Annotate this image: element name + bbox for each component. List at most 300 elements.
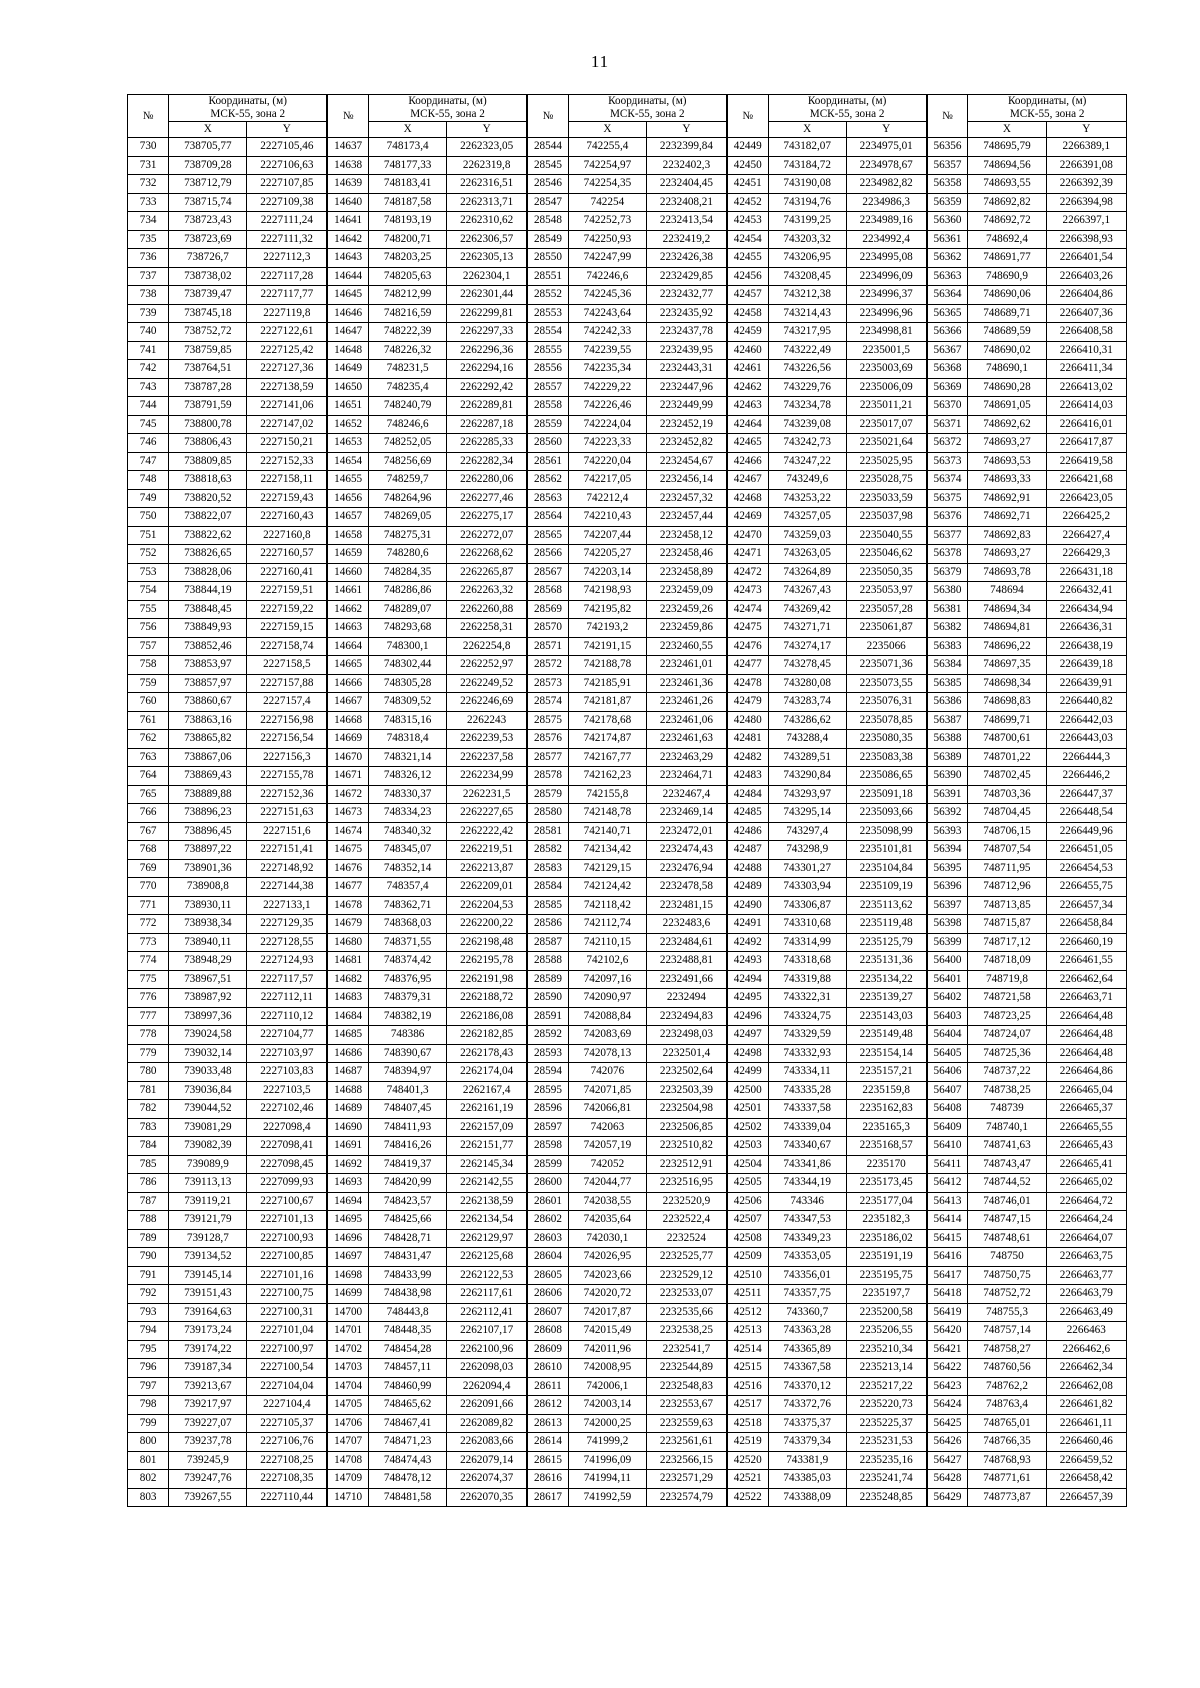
coord-x: 742097,16 bbox=[568, 970, 646, 989]
point-number: 793 bbox=[128, 1303, 169, 1322]
point-number: 755 bbox=[128, 600, 169, 619]
coord-y: 2227101,04 bbox=[247, 1322, 327, 1341]
point-number: 56368 bbox=[927, 360, 968, 379]
coord-y: 2266391,08 bbox=[1046, 156, 1126, 175]
point-number: 56367 bbox=[927, 341, 968, 360]
coord-x: 738787,28 bbox=[169, 378, 247, 397]
coord-x: 742254,35 bbox=[568, 175, 646, 194]
coord-x: 742178,68 bbox=[568, 711, 646, 730]
coord-x: 748689,59 bbox=[968, 323, 1046, 342]
coord-y: 2266410,31 bbox=[1046, 341, 1126, 360]
point-number: 28607 bbox=[527, 1303, 568, 1322]
point-number: 28568 bbox=[527, 582, 568, 601]
point-number: 736 bbox=[128, 249, 169, 268]
coord-y: 2232541,7 bbox=[646, 1340, 726, 1359]
point-number: 778 bbox=[128, 1026, 169, 1045]
coord-y: 2235131,36 bbox=[846, 952, 926, 971]
coord-y: 2235071,36 bbox=[846, 656, 926, 675]
point-number: 56401 bbox=[927, 970, 968, 989]
coord-y: 2266464,72 bbox=[1046, 1192, 1126, 1211]
coord-x: 748193,19 bbox=[369, 212, 447, 231]
coord-x: 748286,86 bbox=[369, 582, 447, 601]
point-number: 766 bbox=[128, 804, 169, 823]
point-number: 42492 bbox=[727, 933, 768, 952]
point-number: 28587 bbox=[527, 933, 568, 952]
point-number: 42479 bbox=[727, 693, 768, 712]
point-number: 780 bbox=[128, 1063, 169, 1082]
point-number: 56365 bbox=[927, 304, 968, 323]
coord-x: 748386 bbox=[369, 1026, 447, 1045]
coord-x: 748692,71 bbox=[968, 508, 1046, 527]
coord-x: 748738,25 bbox=[968, 1081, 1046, 1100]
point-number: 42515 bbox=[727, 1359, 768, 1378]
table-row bbox=[128, 563, 1127, 582]
coord-y: 2232404,45 bbox=[646, 175, 726, 194]
coord-x: 742198,93 bbox=[568, 582, 646, 601]
coord-x: 748692,72 bbox=[968, 212, 1046, 231]
coord-y: 2235011,21 bbox=[846, 397, 926, 416]
coord-x: 748382,19 bbox=[369, 1007, 447, 1026]
point-number: 42470 bbox=[727, 526, 768, 545]
coord-y: 2234996,09 bbox=[846, 267, 926, 286]
coord-x: 738863,16 bbox=[169, 711, 247, 730]
coord-y: 2227104,4 bbox=[247, 1396, 327, 1415]
coord-x: 748240,79 bbox=[369, 397, 447, 416]
point-number: 14691 bbox=[327, 1137, 368, 1156]
point-number: 42496 bbox=[727, 1007, 768, 1026]
point-number: 42469 bbox=[727, 508, 768, 527]
coord-y: 2227127,36 bbox=[247, 360, 327, 379]
header-x: X bbox=[968, 122, 1046, 138]
point-number: 56379 bbox=[927, 563, 968, 582]
coord-x: 748259,7 bbox=[369, 471, 447, 490]
point-number: 14669 bbox=[327, 730, 368, 749]
point-number: 28546 bbox=[527, 175, 568, 194]
point-number: 28555 bbox=[527, 341, 568, 360]
coord-x: 743344,19 bbox=[768, 1174, 846, 1193]
coord-y: 2227108,25 bbox=[247, 1451, 327, 1470]
coord-y: 2227100,93 bbox=[247, 1229, 327, 1248]
coord-x: 743217,95 bbox=[768, 323, 846, 342]
coord-y: 2232458,89 bbox=[646, 563, 726, 582]
point-number: 56390 bbox=[927, 767, 968, 786]
table-row bbox=[128, 1359, 1127, 1378]
coord-y: 2262107,17 bbox=[447, 1322, 527, 1341]
coord-x: 738818,63 bbox=[169, 471, 247, 490]
coord-y: 2266463,77 bbox=[1046, 1266, 1126, 1285]
coord-y: 2227111,24 bbox=[247, 212, 327, 231]
coord-y: 2262275,17 bbox=[447, 508, 527, 527]
point-number: 791 bbox=[128, 1266, 169, 1285]
coord-x: 742088,84 bbox=[568, 1007, 646, 1026]
coord-x: 741999,2 bbox=[568, 1433, 646, 1452]
coord-y: 2235149,48 bbox=[846, 1026, 926, 1045]
coord-y: 2232574,79 bbox=[646, 1488, 726, 1507]
coord-x: 742191,15 bbox=[568, 637, 646, 656]
point-number: 56370 bbox=[927, 397, 968, 416]
coordinates-table bbox=[127, 94, 1127, 1507]
table-row bbox=[128, 1118, 1127, 1137]
table-row bbox=[128, 1044, 1127, 1063]
point-number: 14699 bbox=[327, 1285, 368, 1304]
coord-x: 748689,71 bbox=[968, 304, 1046, 323]
coord-x: 748750,75 bbox=[968, 1266, 1046, 1285]
coord-x: 739024,58 bbox=[169, 1026, 247, 1045]
point-number: 56427 bbox=[927, 1451, 968, 1470]
coord-y: 2266451,05 bbox=[1046, 841, 1126, 860]
point-number: 42465 bbox=[727, 434, 768, 453]
coord-x: 743363,28 bbox=[768, 1322, 846, 1341]
point-number: 14648 bbox=[327, 341, 368, 360]
point-number: 56377 bbox=[927, 526, 968, 545]
coord-x: 748690,1 bbox=[968, 360, 1046, 379]
coord-x: 738940,11 bbox=[169, 933, 247, 952]
table-row bbox=[128, 508, 1127, 527]
coord-x: 743372,76 bbox=[768, 1396, 846, 1415]
point-number: 28550 bbox=[527, 249, 568, 268]
coord-x: 739128,7 bbox=[169, 1229, 247, 1248]
point-number: 14693 bbox=[327, 1174, 368, 1193]
point-number: 56412 bbox=[927, 1174, 968, 1193]
table-row bbox=[128, 471, 1127, 490]
point-number: 762 bbox=[128, 730, 169, 749]
coord-y: 2266464,48 bbox=[1046, 1007, 1126, 1026]
point-number: 42493 bbox=[727, 952, 768, 971]
coord-y: 2262129,97 bbox=[447, 1229, 527, 1248]
coord-x: 743318,68 bbox=[768, 952, 846, 971]
point-number: 14675 bbox=[327, 841, 368, 860]
point-number: 56362 bbox=[927, 249, 968, 268]
coord-y: 2266464,24 bbox=[1046, 1211, 1126, 1230]
coord-y: 2227150,21 bbox=[247, 434, 327, 453]
point-number: 56399 bbox=[927, 933, 968, 952]
table-row bbox=[128, 193, 1127, 212]
point-number: 730 bbox=[128, 138, 169, 157]
point-number: 56408 bbox=[927, 1100, 968, 1119]
point-number: 775 bbox=[128, 970, 169, 989]
coord-x: 743322,31 bbox=[768, 989, 846, 1008]
coord-y: 2235066 bbox=[846, 637, 926, 656]
coord-x: 743267,43 bbox=[768, 582, 846, 601]
coord-y: 2227100,75 bbox=[247, 1285, 327, 1304]
coord-y: 2266457,34 bbox=[1046, 896, 1126, 915]
table-row bbox=[128, 1211, 1127, 1230]
table-row bbox=[128, 674, 1127, 693]
coord-x: 742207,44 bbox=[568, 526, 646, 545]
point-number: 28558 bbox=[527, 397, 568, 416]
coord-x: 743222,49 bbox=[768, 341, 846, 360]
point-number: 28580 bbox=[527, 804, 568, 823]
coord-y: 2266419,58 bbox=[1046, 452, 1126, 471]
point-number: 56384 bbox=[927, 656, 968, 675]
coord-x: 743365,89 bbox=[768, 1340, 846, 1359]
coord-x: 738709,28 bbox=[169, 156, 247, 175]
coord-x: 748737,22 bbox=[968, 1063, 1046, 1082]
point-number: 797 bbox=[128, 1377, 169, 1396]
coord-y: 2232408,21 bbox=[646, 193, 726, 212]
coord-x: 748481,58 bbox=[369, 1488, 447, 1507]
coord-y: 2235113,62 bbox=[846, 896, 926, 915]
table-row bbox=[128, 822, 1127, 841]
point-number: 28544 bbox=[527, 138, 568, 157]
point-number: 790 bbox=[128, 1248, 169, 1267]
point-number: 28584 bbox=[527, 878, 568, 897]
header-coordinates: Координаты, (м) МСК-55, зона 2 bbox=[369, 95, 528, 122]
coord-y: 2235083,38 bbox=[846, 748, 926, 767]
point-number: 56382 bbox=[927, 619, 968, 638]
coord-y: 2227099,93 bbox=[247, 1174, 327, 1193]
point-number: 56422 bbox=[927, 1359, 968, 1378]
point-number: 765 bbox=[128, 785, 169, 804]
coord-x: 743286,62 bbox=[768, 711, 846, 730]
point-number: 759 bbox=[128, 674, 169, 693]
coord-x: 738849,93 bbox=[169, 619, 247, 638]
point-number: 56392 bbox=[927, 804, 968, 823]
coord-x: 748694,56 bbox=[968, 156, 1046, 175]
point-number: 28590 bbox=[527, 989, 568, 1008]
point-number: 14670 bbox=[327, 748, 368, 767]
coord-x: 748692,91 bbox=[968, 489, 1046, 508]
coord-y: 2232464,71 bbox=[646, 767, 726, 786]
coord-y: 2232566,15 bbox=[646, 1451, 726, 1470]
coord-y: 2227148,92 bbox=[247, 859, 327, 878]
point-number: 42497 bbox=[727, 1026, 768, 1045]
point-number: 14658 bbox=[327, 526, 368, 545]
point-number: 28601 bbox=[527, 1192, 568, 1211]
point-number: 28615 bbox=[527, 1451, 568, 1470]
coord-y: 2266465,43 bbox=[1046, 1137, 1126, 1156]
coord-y: 2232463,29 bbox=[646, 748, 726, 767]
point-number: 56420 bbox=[927, 1322, 968, 1341]
header-number: № bbox=[527, 95, 568, 138]
coord-x: 748740,1 bbox=[968, 1118, 1046, 1137]
coord-x: 738826,65 bbox=[169, 545, 247, 564]
coord-y: 2262098,03 bbox=[447, 1359, 527, 1378]
coord-x: 748203,25 bbox=[369, 249, 447, 268]
point-number: 28616 bbox=[527, 1470, 568, 1489]
coord-y: 2262178,43 bbox=[447, 1044, 527, 1063]
coord-x: 748693,53 bbox=[968, 452, 1046, 471]
coord-y: 2262231,5 bbox=[447, 785, 527, 804]
point-number: 56394 bbox=[927, 841, 968, 860]
coord-x: 743199,25 bbox=[768, 212, 846, 231]
table-row bbox=[128, 878, 1127, 897]
coord-y: 2227156,54 bbox=[247, 730, 327, 749]
point-number: 760 bbox=[128, 693, 169, 712]
header-coordinates: Координаты, (м) МСК-55, зона 2 bbox=[768, 95, 927, 122]
point-number: 14701 bbox=[327, 1322, 368, 1341]
point-number: 784 bbox=[128, 1137, 169, 1156]
coord-y: 2262310,62 bbox=[447, 212, 527, 231]
coord-x: 739121,79 bbox=[169, 1211, 247, 1230]
coord-y: 2232452,82 bbox=[646, 434, 726, 453]
table-row bbox=[128, 619, 1127, 638]
coord-y: 2232459,26 bbox=[646, 600, 726, 619]
point-number: 56429 bbox=[927, 1488, 968, 1507]
coord-y: 2232435,92 bbox=[646, 304, 726, 323]
point-number: 14645 bbox=[327, 286, 368, 305]
point-number: 42480 bbox=[727, 711, 768, 730]
coord-x: 748690,28 bbox=[968, 378, 1046, 397]
coord-y: 2235134,22 bbox=[846, 970, 926, 989]
point-number: 42498 bbox=[727, 1044, 768, 1063]
coord-y: 2262070,35 bbox=[447, 1488, 527, 1507]
coord-y: 2232502,64 bbox=[646, 1063, 726, 1082]
coord-x: 742205,27 bbox=[568, 545, 646, 564]
coord-x: 738715,74 bbox=[169, 193, 247, 212]
coord-x: 748693,55 bbox=[968, 175, 1046, 194]
point-number: 56361 bbox=[927, 230, 968, 249]
coord-x: 742026,95 bbox=[568, 1248, 646, 1267]
coord-x: 748694 bbox=[968, 582, 1046, 601]
coord-x: 742134,42 bbox=[568, 841, 646, 860]
coord-x: 748448,35 bbox=[369, 1322, 447, 1341]
table-row bbox=[128, 896, 1127, 915]
coord-x: 742246,6 bbox=[568, 267, 646, 286]
point-number: 42490 bbox=[727, 896, 768, 915]
coord-y: 2262319,8 bbox=[447, 156, 527, 175]
coord-x: 743370,12 bbox=[768, 1377, 846, 1396]
coord-y: 2262094,4 bbox=[447, 1377, 527, 1396]
table-row bbox=[128, 323, 1127, 342]
table-row bbox=[128, 1192, 1127, 1211]
coord-y: 2232461,01 bbox=[646, 656, 726, 675]
point-number: 788 bbox=[128, 1211, 169, 1230]
coord-x: 743293,97 bbox=[768, 785, 846, 804]
point-number: 28560 bbox=[527, 434, 568, 453]
coord-y: 2266411,34 bbox=[1046, 360, 1126, 379]
point-number: 14642 bbox=[327, 230, 368, 249]
coord-x: 748423,57 bbox=[369, 1192, 447, 1211]
coord-x: 743229,76 bbox=[768, 378, 846, 397]
coord-y: 2266465,37 bbox=[1046, 1100, 1126, 1119]
point-number: 28547 bbox=[527, 193, 568, 212]
point-number: 747 bbox=[128, 452, 169, 471]
coord-y: 2262125,68 bbox=[447, 1248, 527, 1267]
coord-y: 2227159,51 bbox=[247, 582, 327, 601]
coord-x: 742063 bbox=[568, 1118, 646, 1137]
coord-y: 2262254,8 bbox=[447, 637, 527, 656]
coord-x: 743388,09 bbox=[768, 1488, 846, 1507]
coord-x: 743319,88 bbox=[768, 970, 846, 989]
point-number: 803 bbox=[128, 1488, 169, 1507]
coord-x: 748763,4 bbox=[968, 1396, 1046, 1415]
coord-x: 748718,09 bbox=[968, 952, 1046, 971]
point-number: 14644 bbox=[327, 267, 368, 286]
coord-y: 2262294,16 bbox=[447, 360, 527, 379]
point-number: 743 bbox=[128, 378, 169, 397]
point-number: 56391 bbox=[927, 785, 968, 804]
coord-y: 2262304,1 bbox=[447, 267, 527, 286]
point-number: 42522 bbox=[727, 1488, 768, 1507]
coord-y: 2227107,85 bbox=[247, 175, 327, 194]
coord-y: 2266459,52 bbox=[1046, 1451, 1126, 1470]
coord-x: 748773,87 bbox=[968, 1488, 1046, 1507]
coord-x: 748334,23 bbox=[369, 804, 447, 823]
point-number: 56421 bbox=[927, 1340, 968, 1359]
point-number: 42514 bbox=[727, 1340, 768, 1359]
coord-y: 2262117,61 bbox=[447, 1285, 527, 1304]
point-number: 56403 bbox=[927, 1007, 968, 1026]
coord-x: 738967,51 bbox=[169, 970, 247, 989]
point-number: 56426 bbox=[927, 1433, 968, 1452]
point-number: 42450 bbox=[727, 156, 768, 175]
table-row bbox=[128, 1248, 1127, 1267]
coord-x: 738848,45 bbox=[169, 600, 247, 619]
coord-x: 748183,41 bbox=[369, 175, 447, 194]
coord-y: 2227160,8 bbox=[247, 526, 327, 545]
coord-y: 2227141,06 bbox=[247, 397, 327, 416]
point-number: 14685 bbox=[327, 1026, 368, 1045]
point-number: 28604 bbox=[527, 1248, 568, 1267]
point-number: 14683 bbox=[327, 989, 368, 1008]
coord-y: 2266460,46 bbox=[1046, 1433, 1126, 1452]
coord-x: 748700,61 bbox=[968, 730, 1046, 749]
coord-x: 738820,52 bbox=[169, 489, 247, 508]
coord-x: 743332,93 bbox=[768, 1044, 846, 1063]
coord-y: 2262079,14 bbox=[447, 1451, 527, 1470]
point-number: 28578 bbox=[527, 767, 568, 786]
coord-y: 2235033,59 bbox=[846, 489, 926, 508]
coord-x: 748693,27 bbox=[968, 545, 1046, 564]
point-number: 28592 bbox=[527, 1026, 568, 1045]
coord-y: 2266413,02 bbox=[1046, 378, 1126, 397]
coord-x: 743324,75 bbox=[768, 1007, 846, 1026]
coord-x: 742011,96 bbox=[568, 1340, 646, 1359]
coord-x: 739164,63 bbox=[169, 1303, 247, 1322]
coord-x: 742020,72 bbox=[568, 1285, 646, 1304]
point-number: 28552 bbox=[527, 286, 568, 305]
coord-y: 2235080,35 bbox=[846, 730, 926, 749]
coord-x: 742254 bbox=[568, 193, 646, 212]
point-number: 28571 bbox=[527, 637, 568, 656]
coord-y: 2234996,37 bbox=[846, 286, 926, 305]
point-number: 42449 bbox=[727, 138, 768, 157]
point-number: 28576 bbox=[527, 730, 568, 749]
coord-x: 748300,1 bbox=[369, 637, 447, 656]
coord-y: 2235159,8 bbox=[846, 1081, 926, 1100]
point-number: 42452 bbox=[727, 193, 768, 212]
coord-y: 2266463 bbox=[1046, 1322, 1126, 1341]
point-number: 28579 bbox=[527, 785, 568, 804]
coord-x: 743263,05 bbox=[768, 545, 846, 564]
point-number: 767 bbox=[128, 822, 169, 841]
coord-x: 742140,71 bbox=[568, 822, 646, 841]
coord-x: 748431,47 bbox=[369, 1248, 447, 1267]
coord-x: 743360,7 bbox=[768, 1303, 846, 1322]
point-number: 56395 bbox=[927, 859, 968, 878]
coord-y: 2235165,3 bbox=[846, 1118, 926, 1137]
table-row bbox=[128, 1063, 1127, 1082]
coord-x: 742008,95 bbox=[568, 1359, 646, 1378]
coord-y: 2227109,38 bbox=[247, 193, 327, 212]
point-number: 770 bbox=[128, 878, 169, 897]
coord-y: 2232413,54 bbox=[646, 212, 726, 231]
table-row bbox=[128, 1155, 1127, 1174]
coord-y: 2227100,31 bbox=[247, 1303, 327, 1322]
coord-x: 748394,97 bbox=[369, 1063, 447, 1082]
coord-x: 743385,03 bbox=[768, 1470, 846, 1489]
coord-y: 2227112,11 bbox=[247, 989, 327, 1008]
coord-y: 2232498,03 bbox=[646, 1026, 726, 1045]
coord-x: 739134,52 bbox=[169, 1248, 247, 1267]
coord-y: 2234992,4 bbox=[846, 230, 926, 249]
coord-y: 2235050,35 bbox=[846, 563, 926, 582]
coord-y: 2232553,67 bbox=[646, 1396, 726, 1415]
coord-x: 738938,34 bbox=[169, 915, 247, 934]
point-number: 42484 bbox=[727, 785, 768, 804]
point-number: 42482 bbox=[727, 748, 768, 767]
